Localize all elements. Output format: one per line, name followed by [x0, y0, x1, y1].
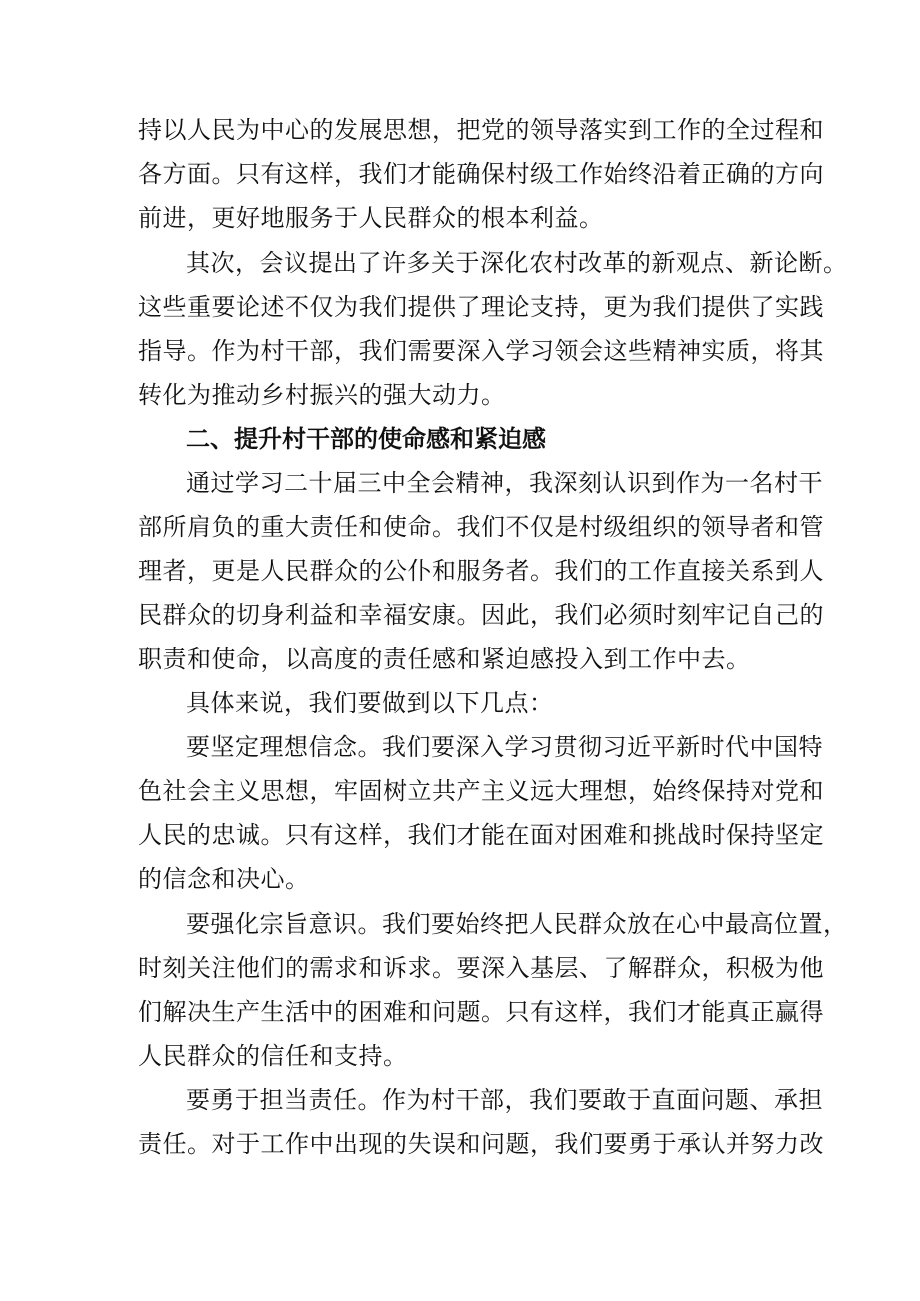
- text-line: 人民的忠诚。只有这样，我们才能在面对困难和挑战时保持坚定: [138, 821, 824, 849]
- text-line: 职责和使命，以高度的责任感和紧迫感投入到工作中去。: [138, 645, 751, 673]
- text-line: 们解决生产生活中的困难和问题。只有这样，我们才能真正赢得: [138, 998, 824, 1026]
- text-line: 具体来说，我们要做到以下几点：: [186, 689, 554, 717]
- text-line: 转化为推动乡村振兴的强大动力。: [138, 381, 506, 409]
- section-heading: 二、提升村干部的使命感和紧迫感: [186, 425, 546, 453]
- text-line: 色社会主义思想，牢固树立共产主义远大理想，始终保持对党和: [138, 777, 824, 805]
- text-line: 的信念和决心。: [138, 865, 310, 893]
- text-line: 各方面。只有这样，我们才能确保村级工作始终沿着正确的方向: [138, 160, 824, 188]
- text-line: 指导。作为村干部，我们需要深入学习领会这些精神实质，将其: [138, 337, 824, 365]
- text-line: 要强化宗旨意识。我们要始终把人民群众放在心中最高位置，: [186, 910, 848, 938]
- text-line: 部所肩负的重大责任和使命。我们不仅是村级组织的领导者和管: [138, 513, 824, 541]
- text-line: 要坚定理想信念。我们要深入学习贯彻习近平新时代中国特: [186, 733, 823, 761]
- text-line: 持以人民为中心的发展思想，把党的领导落实到工作的全过程和: [138, 116, 824, 144]
- text-line: 人民群众的信任和支持。: [138, 1042, 408, 1070]
- text-line: 责任。对于工作中出现的失误和问题，我们要勇于承认并努力改: [138, 1130, 824, 1158]
- text-line: 其次，会议提出了许多关于深化农村改革的新观点、新论断。: [186, 249, 848, 277]
- text-line: 时刻关注他们的需求和诉求。要深入基层、了解群众，积极为他: [138, 954, 824, 982]
- text-line: 通过学习二十届三中全会精神，我深刻认识到作为一名村干: [186, 469, 823, 497]
- text-line: 要勇于担当责任。作为村干部，我们要敢于直面问题、承担: [186, 1086, 823, 1114]
- text-line: 前进，更好地服务于人民群众的根本利益。: [138, 204, 604, 232]
- text-line: 民群众的切身利益和幸福安康。因此，我们必须时刻牢记自己的: [138, 601, 824, 629]
- text-line: 理者，更是人民群众的公仆和服务者。我们的工作直接关系到人: [138, 557, 824, 585]
- text-line: 这些重要论述不仅为我们提供了理论支持，更为我们提供了实践: [138, 293, 824, 321]
